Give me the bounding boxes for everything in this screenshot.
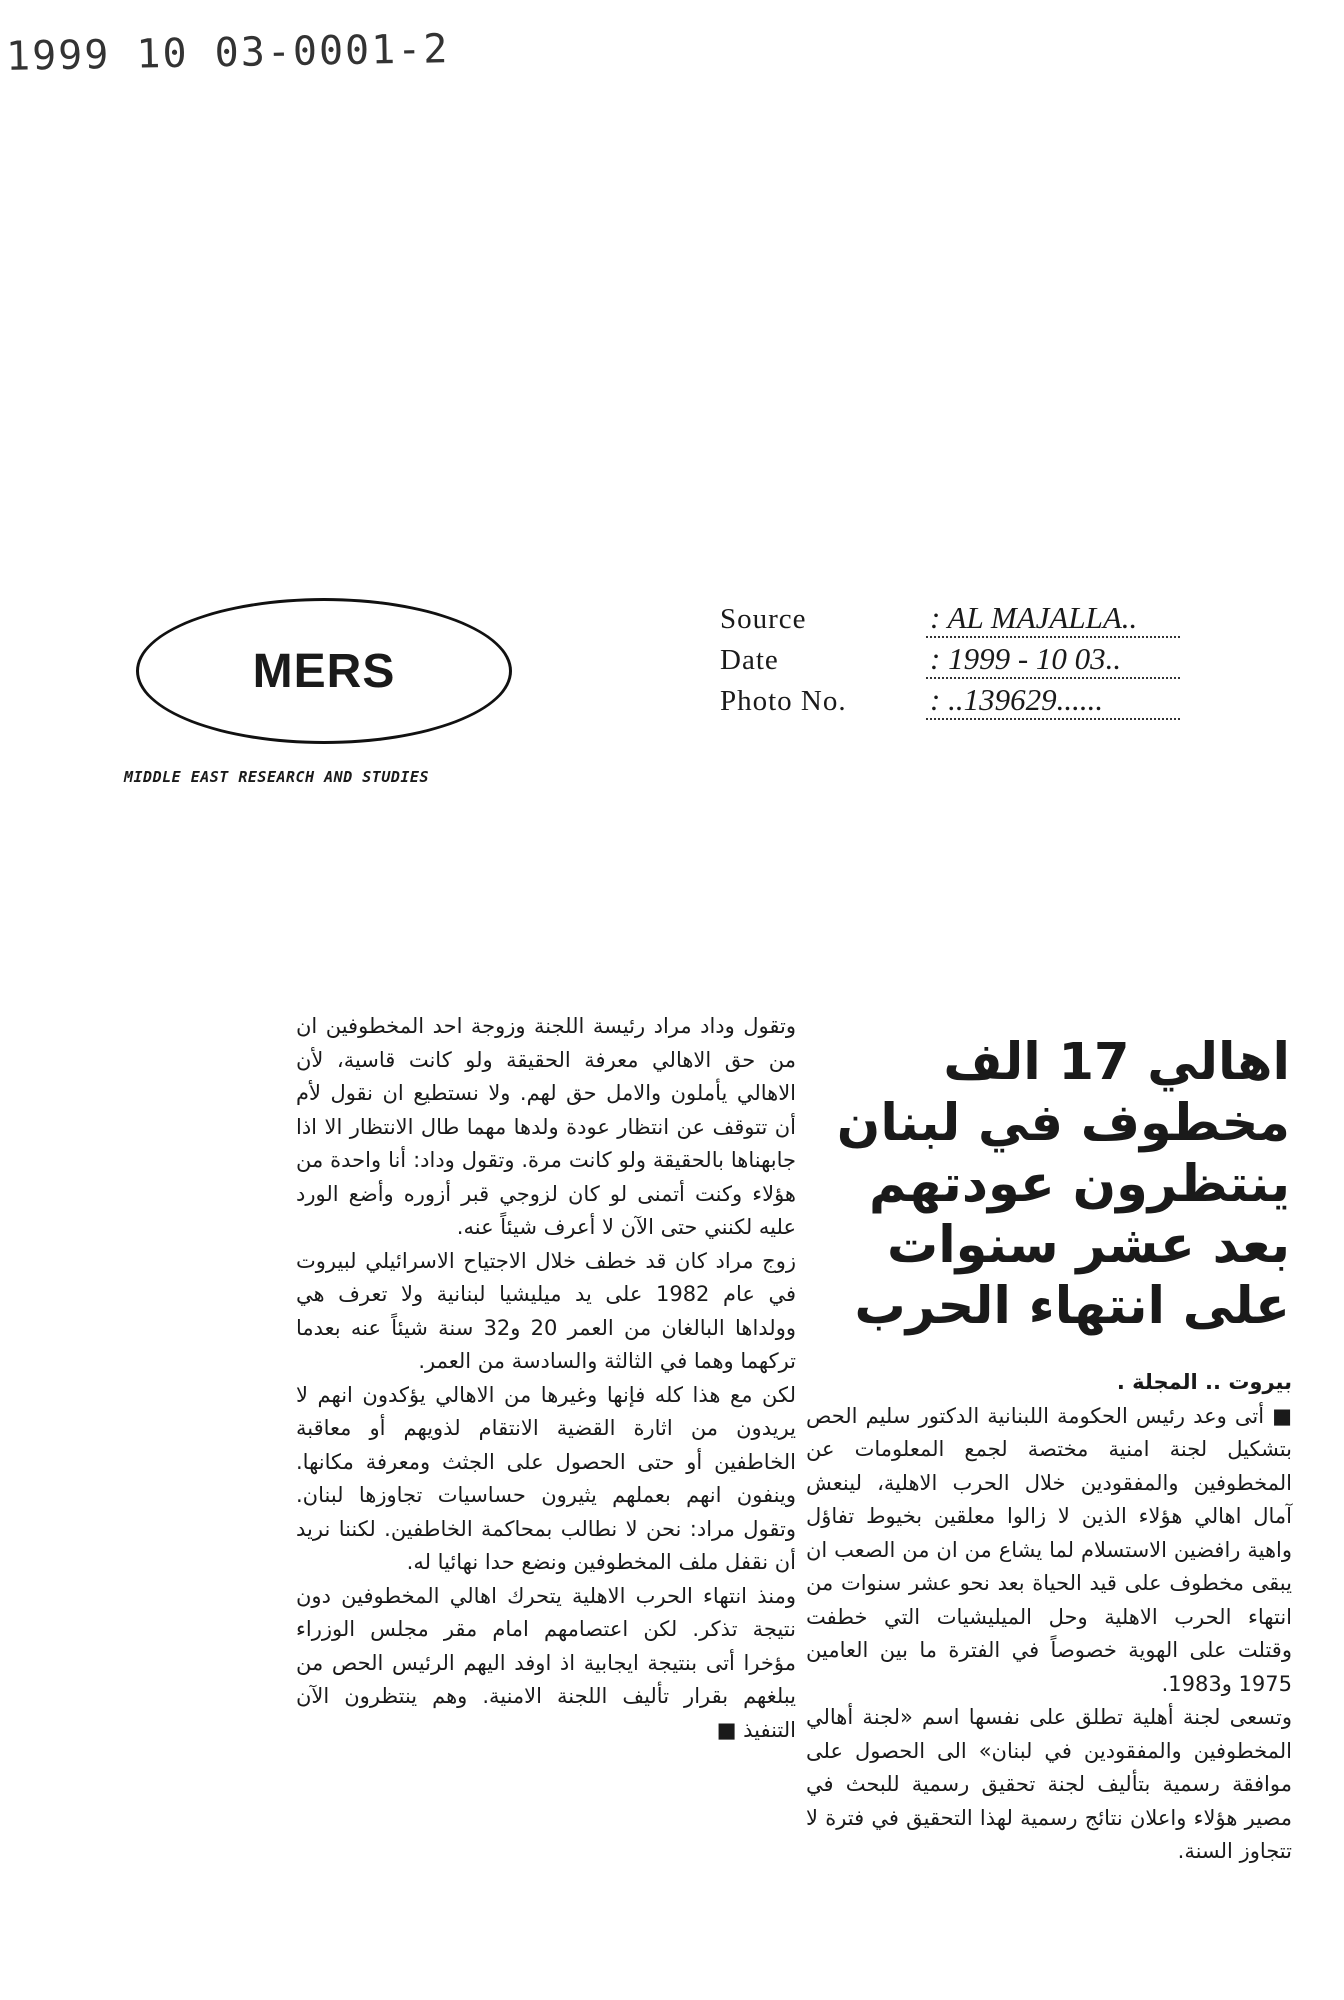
article-paragraph: وتقول وداد مراد رئيسة اللجنة وزوجة احد المخطوفين ان من حق الاهالي معرفة الحقيقة ولو كانت قاسية، لأن الاهالي يأملون والامل حق لهم. ولا نستطيع ان نقول لأم أن تتوقف عن انتظار عودة ولدها مهما طال الانتظار الا اذا جابهناها بالحقيقة ولو كانت مرة. وتقول وداد: أنا واحدة من هؤلاء وكنت أتمنى لو كان لزوجي قبر أزوره وأضع الورد عليه لكنني حتى الآن لا أعرف شيئاً عنه. — [296, 1014, 796, 1239]
article-column-right — [806, 1366, 1292, 1869]
logo-subtitle: MIDDLE EAST RESEARCH AND STUDIES — [124, 768, 429, 786]
article-paragraph: وتسعى لجنة أهلية تطلق على نفسها اسم «لجنة أهالي المخطوفين والمفقودين في لبنان» الى الحصول على موافقة رسمية بتأليف لجنة تحقيق رسمية للبحث في مصير هؤلاء واعلان نتائج رسمية لهذا التحقيق في فترة لا تتجاوز السنة. — [806, 1705, 1292, 1863]
article-dateline: بيروت .. المجلة . — [1116, 1370, 1292, 1394]
handwritten-archive-id: 1999 10 03-0001-2 — [5, 26, 450, 80]
article-paragraph: زوج مراد كان قد خطف خلال الاجتياح الاسرائيلي لبيروت في عام 1982 على يد ميليشيا لبنانية ولا تعرف هي وولداها البالغان من العمر 20 و32 سنة شيئاً عنه بعدما تركهما وهما في الثالثة والسادسة من العمر. — [296, 1248, 796, 1373]
article-paragraph: ومنذ انتهاء الحرب الاهلية يتحرك اهالي المخطوفين دون نتيجة تذكر. لكن اعتصامهم امام مقر مجلس الوزراء مؤخرا أتى بنتيجة ايجابية اذ اوفد اليهم الرئيس الحص من يبلغهم بقرار تأليف اللجنة الامنية. وهم ينتظرون الآن التنفيذ ■ — [296, 1583, 796, 1742]
source-label: Source — [720, 603, 807, 635]
photo-value: : ..139629...... — [926, 682, 1180, 720]
photo-label: Photo No. — [720, 685, 847, 717]
article-column-left — [296, 1010, 796, 1747]
article-headline: اهالي 17 الف مخطوف في لبنان ينتظرون عودتهم بعد عشر سنوات على انتهاء الحرب — [836, 1033, 1290, 1336]
date-row — [720, 641, 1180, 682]
article-paragraph: لكن مع هذا كله فإنها وغيرها من الاهالي يؤكدون انهم لا يريدون من اثارة القضية الانتقام لذويهم أو معاقبة الخاطفين أو حتى الحصول على الجثث ومعرفة مكانها. وينفون انهم بعملهم يثيرون حساسيات تجاوزها لبنان. وتقول مراد: نحن لا نطالب بمحاكمة الخاطفين. لكننا نريد أن نقفل ملف المخطوفين ونضع حدا نهائيا له. — [296, 1382, 796, 1574]
article-paragraph: ■ أتى وعد رئيس الحكومة اللبنانية الدكتور سليم الحص بتشكيل لجنة امنية مختصة لجمع المعلومات عن المخطوفين والمفقودين خلال الحرب الاهلية، لينعش آمال اهالي هؤلاء الذين لا زالوا معلقين بخيوط تفاؤل واهية رافضين الاستسلام لما يشاع من ان من الصعب ان يبقى مخطوف على قيد الحياة بعد نحو عشر سنوات من انتهاء الحرب الاهلية وحل الميليشيات التي خطفت وقتلت على الهوية خصوصاً في الفترة ما بين العامين 1975 و1983. — [806, 1403, 1292, 1696]
clipping-metadata — [720, 600, 1180, 723]
date-value: : 1999 - 10 03.. — [926, 641, 1180, 679]
source-row — [720, 600, 1180, 641]
photo-row — [720, 682, 1180, 723]
source-value: : AL MAJALLA.. — [926, 600, 1180, 638]
mers-logo — [136, 598, 512, 744]
logo-name: MERS — [252, 644, 396, 698]
date-label: Date — [720, 644, 779, 676]
